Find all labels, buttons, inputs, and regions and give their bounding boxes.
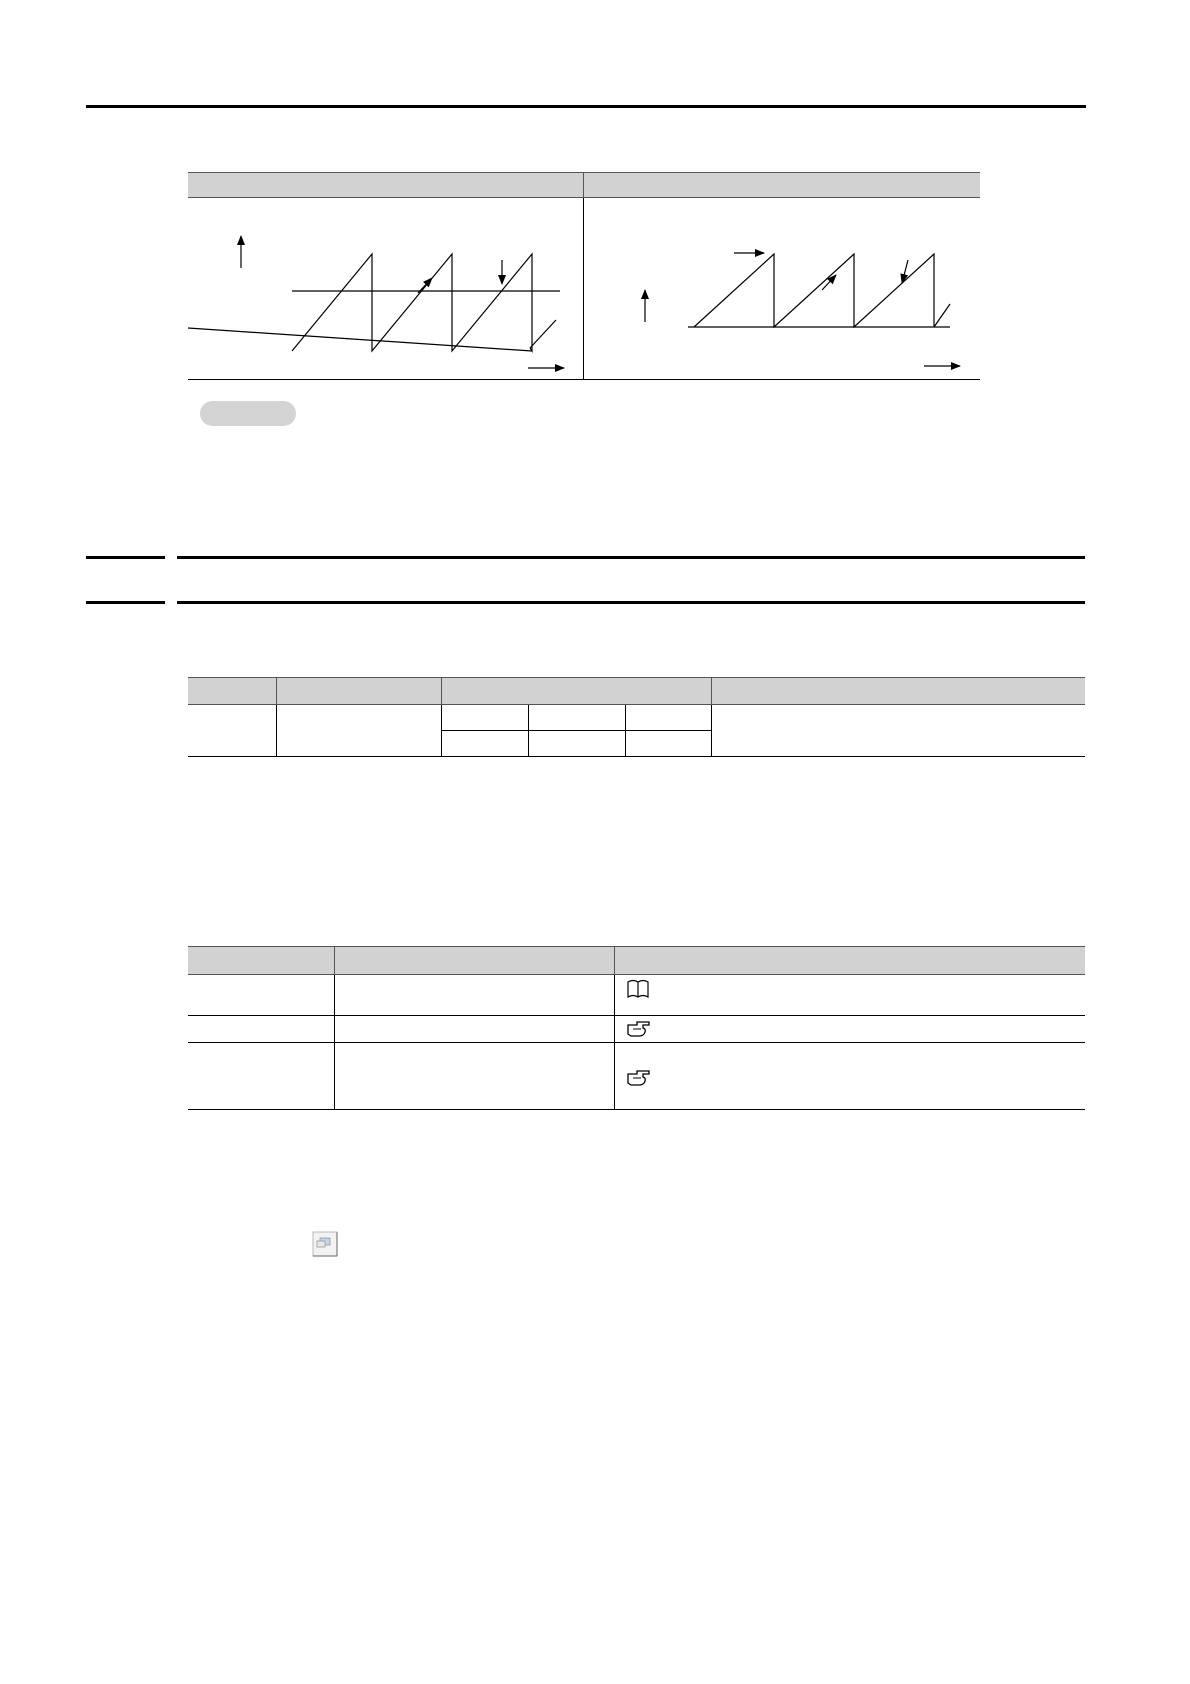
- param-cell: [276, 705, 441, 757]
- table-row: [188, 1043, 1085, 1110]
- table-row: [188, 975, 1085, 1016]
- manual-book-icon: [627, 979, 649, 999]
- ref-cell: [188, 975, 334, 1016]
- position-waveform-figure: [188, 172, 980, 380]
- param-cell: [625, 731, 711, 757]
- reference-table-header: [188, 947, 1085, 975]
- page-header-rule: [86, 105, 1086, 108]
- window-button-icon[interactable]: [312, 1231, 338, 1257]
- figure-header-divider: [583, 172, 584, 198]
- param-cell: [188, 705, 276, 757]
- ref-cell: [334, 1043, 614, 1110]
- param-header-1: [188, 678, 276, 705]
- ref-header-1: [188, 947, 334, 975]
- right-sawtooth-line: [694, 254, 934, 327]
- section-number-rule-bottom: [86, 601, 165, 604]
- ref-header-3: [614, 947, 1085, 975]
- right-sawtooth-tail: [934, 304, 950, 327]
- note-pill: [200, 401, 296, 426]
- ref-cell-with-icon: [614, 975, 1085, 1016]
- parameter-table-header: [188, 678, 1085, 705]
- param-cell: [441, 705, 528, 731]
- figure-header-row: [188, 172, 980, 198]
- table-row: [188, 1016, 1085, 1043]
- table-row: [188, 705, 1085, 731]
- left-sawtooth-line: [292, 254, 532, 351]
- ref-cell: [188, 1016, 334, 1043]
- pointing-hand-icon: [627, 1020, 651, 1038]
- waveform-diagrams: [188, 198, 980, 380]
- param-cell: [625, 705, 711, 731]
- ref-cell-with-icon: [614, 1016, 1085, 1043]
- section-number-rule-top: [86, 556, 165, 559]
- ref-header-2: [334, 947, 614, 975]
- left-sawtooth-tail: [530, 320, 556, 348]
- param-cell: [711, 705, 1085, 757]
- section-title-rule-bottom: [177, 601, 1085, 604]
- right-sawtooth-diagram: [645, 253, 960, 366]
- ref-cell: [334, 1016, 614, 1043]
- param-header-4: [711, 678, 1085, 705]
- left-sawtooth-diagram: [188, 236, 564, 368]
- param-cell: [528, 705, 625, 731]
- parameter-table: [188, 677, 1085, 757]
- ref-cell: [188, 1043, 334, 1110]
- param-cell: [441, 731, 528, 757]
- pointing-hand-icon: [627, 1069, 651, 1087]
- right-down-arrow: [902, 260, 908, 283]
- param-header-2: [276, 678, 441, 705]
- ref-cell-with-icon: [614, 1043, 1085, 1110]
- reference-table: [188, 946, 1085, 1110]
- param-header-3: [441, 678, 711, 705]
- ref-cell: [334, 975, 614, 1016]
- section-title-rule-top: [177, 556, 1085, 559]
- param-cell: [528, 731, 625, 757]
